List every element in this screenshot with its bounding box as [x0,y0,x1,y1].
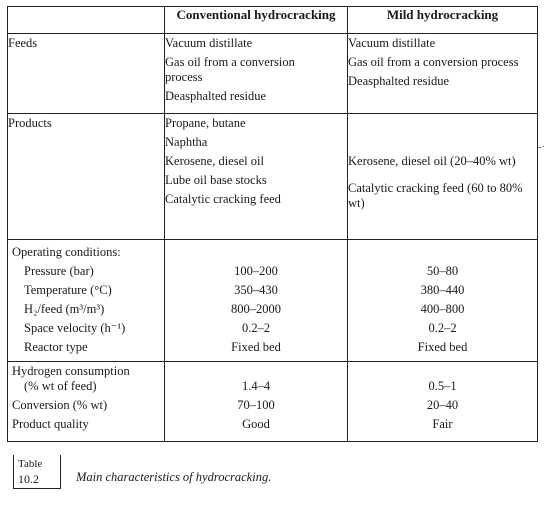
operating-conventional-cell [165,240,348,362]
operating-value: 380–440 [420,283,465,297]
conversion-value: 20–40 [426,398,459,412]
hydrogen-label-line2: (% wt of feed) [24,379,97,393]
products-mild-cell [348,114,538,240]
product-item: Catalytic cracking feed (60 to 80% wt) [348,181,523,210]
table-number: 10.2 [18,472,39,486]
operating-value: Fixed bed [417,340,468,354]
feed-item: Gas oil from a conversion process [348,55,519,69]
table-caption: Main characteristics of hydrocracking. [76,470,272,484]
hydrogen-value: 1.4–4 [241,379,271,393]
feed-item: Vacuum distillate [165,36,253,50]
feeds-label-cell [8,34,165,114]
results-row [8,362,538,442]
table-word: Table [18,458,43,470]
operating-value: 50–80 [426,264,459,278]
quality-value: Fair [432,417,453,431]
operating-param-label: Pressure (bar) [24,264,94,278]
hydrocracking-table [7,6,538,442]
table-number-box [13,455,61,489]
products-conventional-cell [165,114,348,240]
operating-param-label: H₂/feed (m³/m³) [24,302,105,316]
feeds-mild-cell [348,34,538,114]
operating-value: 350–430 [234,283,278,297]
header-mild: Mild hydrocracking [348,7,538,34]
feed-item: Deasphalted residue [165,89,267,103]
product-item: Kerosene, diesel oil [165,154,264,168]
header-row [8,7,538,34]
product-item: Naphtha [165,135,208,149]
quality-label: Product quality [12,417,89,431]
feeds-label: Feeds [8,36,38,50]
operating-param-label: Temperature (°C) [24,283,112,297]
product-item: Catalytic cracking feed [165,192,281,206]
products-label-cell [8,114,165,240]
feeds-conventional-cell [165,34,348,114]
hydrogen-label-line1: Hydrogen consumption [12,364,130,378]
feed-item: Deasphalted residue [348,74,450,88]
product-item: Propane, butane [165,116,246,130]
header-empty-cell [8,7,165,34]
feed-item: Gas oil from a conversion process [165,55,295,84]
operating-value: 800–2000 [231,302,281,316]
results-conventional-cell [165,362,348,442]
conversion-value: 70–100 [237,398,275,412]
results-mild-cell [348,362,538,442]
products-row [8,114,538,240]
operating-param-label: Space velocity (h⁻¹) [24,321,126,335]
product-item: Lube oil base stocks [165,173,267,187]
conversion-label: Conversion (% wt) [12,398,108,412]
operating-heading: Operating conditions: [12,245,121,259]
operating-param-label: Reactor type [24,340,88,354]
feed-item: Vacuum distillate [348,36,436,50]
products-label: Products [8,116,52,130]
operating-value: 0.2–2 [241,321,271,335]
operating-value: 0.2–2 [428,321,457,335]
page-edge-mark: -· [538,142,545,153]
operating-row [8,240,538,362]
header-conventional: Conventional hydrocracking [165,7,348,34]
operating-label-cell [8,240,165,362]
feeds-row [8,34,538,114]
operating-value: 100–200 [234,264,278,278]
results-label-cell [8,362,165,442]
product-item: Kerosene, diesel oil (20–40% wt) [348,154,516,168]
operating-value: 400–800 [420,302,465,316]
quality-value: Good [242,417,270,431]
hydrogen-value: 0.5–1 [428,379,457,393]
operating-mild-cell [348,240,538,362]
operating-value: Fixed bed [231,340,281,354]
